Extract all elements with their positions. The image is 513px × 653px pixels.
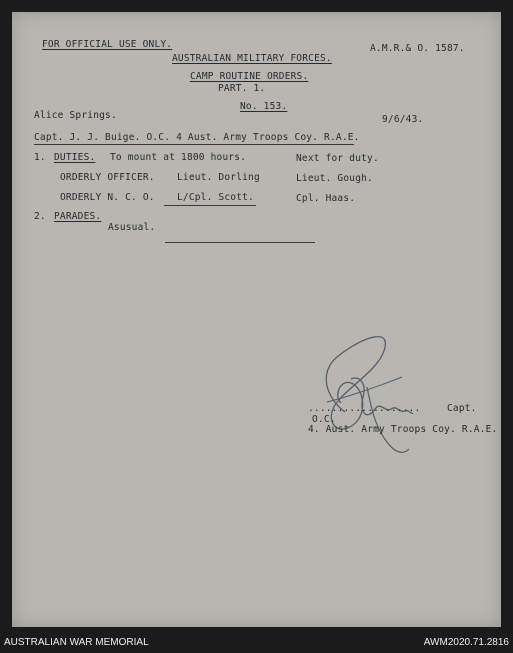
footer-accession-number: AWM2020.71.2816 bbox=[423, 637, 509, 648]
place-label: Alice Springs. bbox=[34, 110, 117, 121]
signature-rank: Capt. bbox=[447, 403, 477, 414]
next-for-duty-label: Next for duty. bbox=[296, 153, 379, 164]
parades-index: 2. bbox=[34, 211, 46, 222]
orderly-nco-next: Cpl. Haas. bbox=[296, 193, 356, 204]
parades-text: Asusual. bbox=[108, 222, 156, 233]
duties-heading: DUTIES. bbox=[54, 152, 96, 163]
form-reference: A.M.R.& O. 1587. bbox=[370, 43, 465, 54]
signature-role: O.C. bbox=[312, 414, 336, 425]
duties-underline bbox=[164, 205, 256, 206]
orders-number: No. 153. bbox=[240, 101, 288, 112]
duties-index: 1. bbox=[34, 152, 46, 163]
orders-part: PART. 1. bbox=[218, 83, 266, 94]
issuer-line: Capt. J. J. Buige. O.C. 4 Aust. Army Troops Coy. R.A.E. bbox=[34, 132, 360, 143]
orderly-officer-label: ORDERLY OFFICER. bbox=[60, 172, 155, 183]
organisation-heading: AUSTRALIAN MILITARY FORCES. bbox=[172, 53, 332, 64]
date-label: 9/6/43. bbox=[382, 114, 424, 125]
classification-label: FOR OFFICIAL USE ONLY. bbox=[42, 39, 173, 50]
orders-title: CAMP ROUTINE ORDERS. bbox=[190, 71, 309, 82]
signature-dots: ................... bbox=[308, 403, 421, 414]
orderly-officer-name: Lieut. Dorling bbox=[177, 172, 260, 183]
document-page bbox=[12, 12, 501, 627]
closing-rule bbox=[165, 242, 315, 243]
handwritten-signature bbox=[307, 317, 417, 467]
footer-institution: AUSTRALIAN WAR MEMORIAL bbox=[4, 637, 149, 648]
signature-unit: 4. Aust. Army Troops Coy. R.A.E. bbox=[308, 424, 498, 435]
orderly-officer-next: Lieut. Gough. bbox=[296, 173, 373, 184]
orderly-nco-label: ORDERLY N. C. O. bbox=[60, 192, 155, 203]
issuer-underline bbox=[34, 144, 354, 145]
parades-heading: PARADES. bbox=[54, 211, 102, 222]
duties-text: To mount at 1800 hours. bbox=[110, 152, 247, 163]
orderly-nco-name: L/Cpl. Scott. bbox=[177, 192, 254, 203]
